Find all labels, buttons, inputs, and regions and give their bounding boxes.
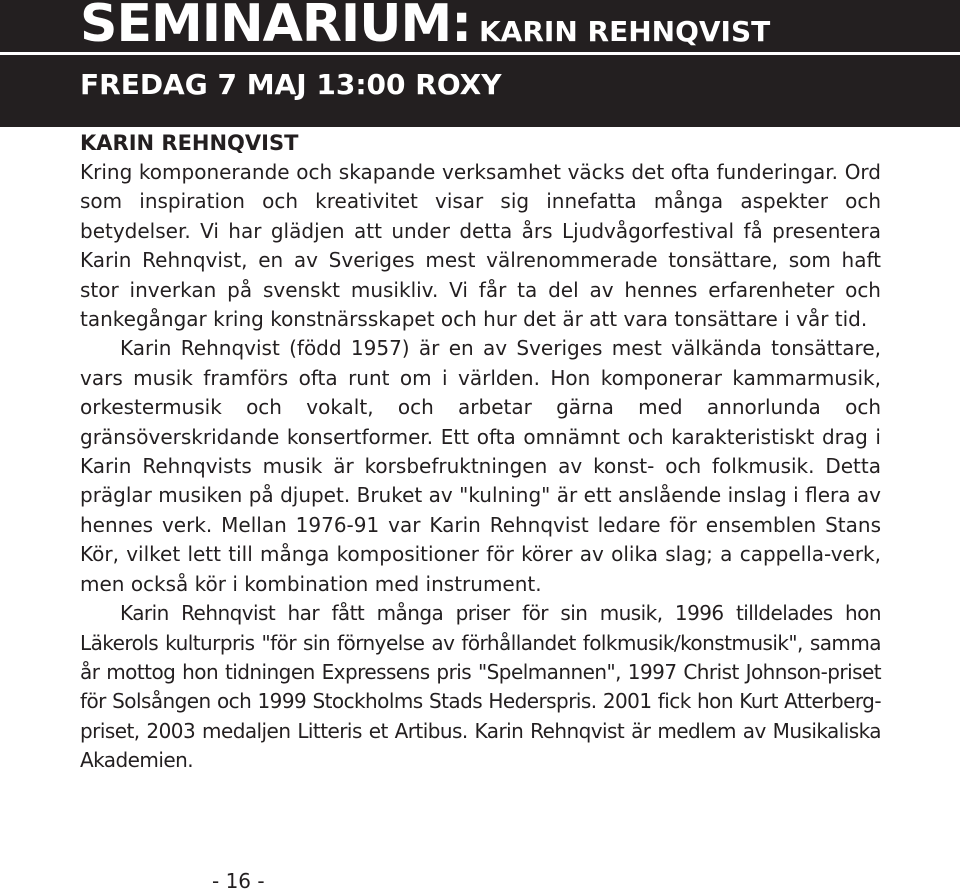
- intro-paragraph: Kring komponerande och skapande verksamhet väcks det ofta funderingar. Ord som inspiration och kreativitet visar sig innefatta många aspekter och betydelser. Vi har glädjen att under detta års Ljudvågorfestival få presentera Karin Rehnqvist, en av Sveriges mest välrenommerade tonsättare, som haft stor inverkan på svenskt musikliv. Vi får ta del av hennes erfarenheter och tankegångar kring konstnärsskapet och hur det är att vara tonsättare i vår tid.: [80, 160, 881, 332]
- page-number: - 16 -: [212, 869, 265, 893]
- page-title: [80, 0, 770, 54]
- event-details: FREDAG 7 MAJ 13:00 ROXY: [80, 68, 502, 101]
- title-subtitle: KARIN REHNQVIST: [478, 15, 771, 48]
- title-main: SEMINARIUM:: [80, 0, 471, 54]
- article-body: [80, 128, 881, 776]
- section-heading: KARIN REHNQVIST: [80, 131, 299, 155]
- biography-paragraph: Karin Rehnqvist (född 1957) är en av Sveriges mest välkända tonsättare, vars musik framförs ofta runt om i världen. Hon komponerar kammarmusik, orkestermusik och vokalt, och arbetar gärna med annorlunda och gränsöverskridande konsertformer. Ett ofta omnämnt och karakteristiskt drag i Karin Rehnqvists musik är korsbefruktningen av konst- och folkmusik. Detta präglar musiken på djupet. Bruket av "kulning" är ett anslående inslag i flera av hennes verk. Mellan 1976-91 var Karin Rehnqvist ledare för ensemblen Stans Kör, vilket lett till många kompositioner för körer av olika slag; a cappella-verk, men också kör i kombination med instrument.: [80, 336, 881, 596]
- awards-paragraph: Karin Rehnqvist har fått många priser för sin musik, 1996 tilldelades hon Läkerols kulturpris "för sin förnyelse av förhållandet folkmusik/konstmusik", samma år mottog hon tidningen Expressens pris "Spelmannen", 1997 Christ Johnson-priset för Solsången och 1999 Stockholms Stads Hederspris. 2001 fick hon Kurt Atterberg-priset, 2003 medaljen Litteris et Artibus. Karin Rehnqvist är medlem av Musikaliska Akademien.: [80, 601, 881, 773]
